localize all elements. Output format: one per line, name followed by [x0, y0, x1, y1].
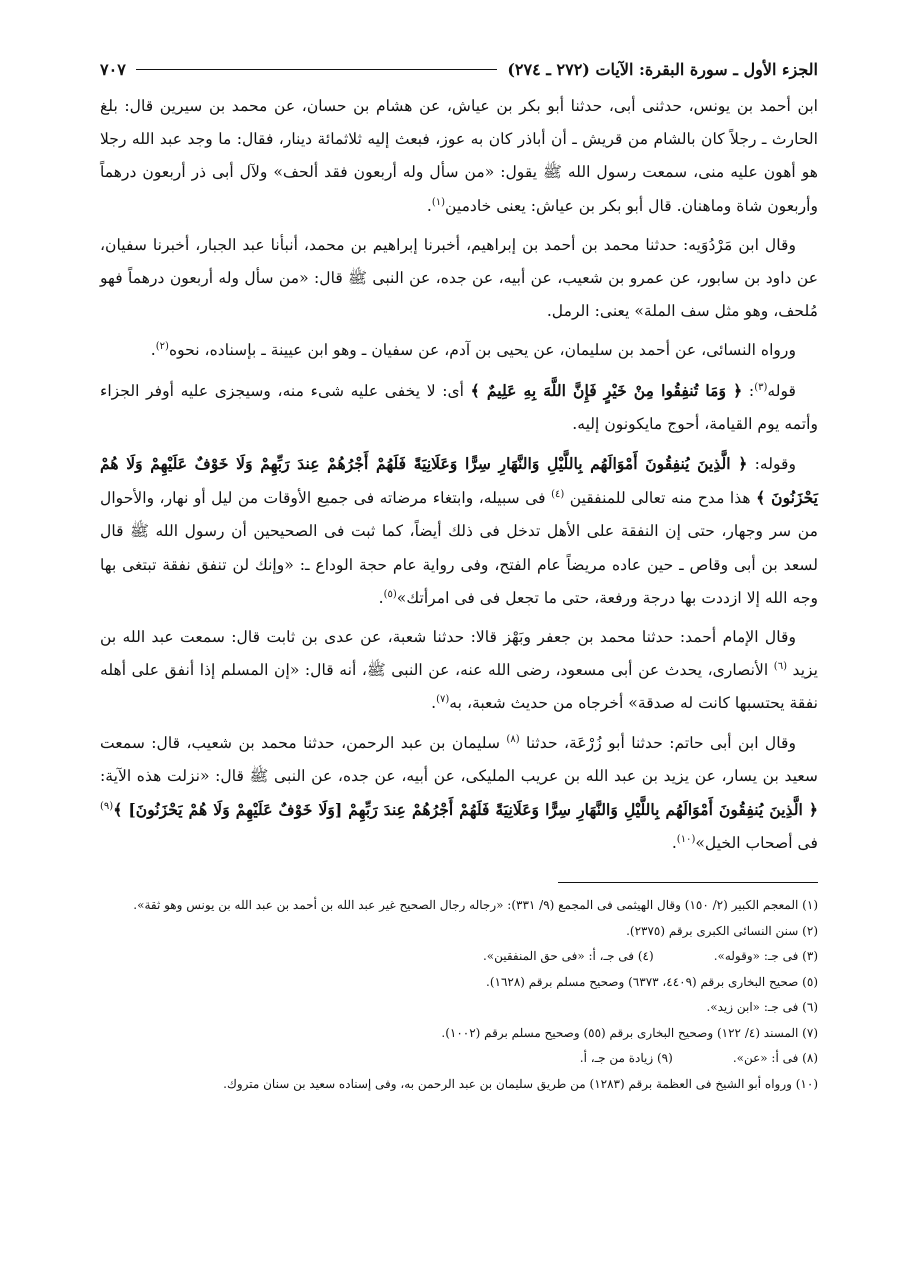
book-page	[100, 56, 818, 1097]
footnote: (٦) فى جـ: «ابن زيد».	[706, 1000, 818, 1015]
footnote: (٥) صحيح البخارى برقم (٤٤٠٩، ٦٣٧٣) وصحيح مسلم برقم (١٦٢٨).	[486, 974, 818, 989]
footnote-ref: (٣)	[754, 381, 768, 393]
footnote	[100, 1046, 818, 1072]
footnote-ref: (٤)	[551, 489, 565, 501]
paragraph-text: .	[378, 588, 384, 607]
paragraph	[100, 334, 818, 367]
paragraph-text: ابن أحمد بن يونس، حدثنى أبى، حدثنا أبو بكر بن عياش، عن هشام بن حسان، عن محمد بن سيرين قال: بلغ الحارث ـ رجلاً كان بالشام من قريش ـ أن أباذر كان به عوز، فبعث إليه ثلاثمائة دينار، فقال: ما وجد عبد الله رجلا هو أهون عليه منى، سمعت رسول الله ﷺ يقول: «من سأل وله أربعون فقد ألحف» ولآل أبى ذر أربعون درهماً وأربعون شاة وماهنان. قال أبو بكر بن عياش: يعنى خادمين	[100, 97, 818, 215]
paragraph-text: أى: لا يخفى عليه شىء منه، وسيجزى عليه أوفر الجزاء وأتمه يوم القيامة، أحوج مايكونون إليه.	[100, 381, 818, 433]
footnote-ref: (٩)	[100, 800, 114, 812]
paragraph	[100, 447, 818, 615]
footnote-separator	[558, 882, 818, 883]
quran-verse: ﴿ وَمَا تُنفِقُوا مِنْ خَيْرٍ فَإِنَّ اللَّهَ بِهِ عَلِيمٌ ﴾	[470, 380, 743, 400]
footnotes	[100, 893, 818, 1097]
quran-verse: ﴿ الَّذِينَ يُنفِقُونَ أَمْوَالَهُم بِاللَّيْلِ وَالنَّهَارِ سِرًّا وَعَلَانِيَةً فَلَهُمْ أَجْرُهُمْ عِندَ رَبِّهِمْ [وَلَا خَوْفٌ عَلَيْهِمْ وَلَا هُمْ يَحْزَنُونَ] ﴾	[113, 800, 818, 820]
paragraph	[100, 229, 818, 329]
paragraph-text: ورواه النسائى، عن أحمد بن سليمان، عن يحيى بن آدم، عن سفيان ـ وهو ابن عيينة ـ بإسناده، نحوه	[168, 341, 796, 360]
paragraph-text: هذا مدح منه تعالى للمنفقين	[564, 489, 757, 508]
footnote-ref: (٦)	[773, 661, 787, 673]
paragraph-text: .	[426, 196, 432, 215]
footnote: (١) المعجم الكبير (٢/ ١٥٠) وقال الهيثمى فى المجمع (٩/ ٣٣١): «رجاله رجال الصحيح غير عبد الله بن أحمد بن عبد الله بن يونس وهو ثقة».	[133, 898, 818, 913]
footnote	[100, 944, 818, 970]
footnote-text: (٩) زيادة من جـ، أ.	[579, 1051, 673, 1066]
paragraph-text: الأنصارى، يحدث عن أبى مسعود، رضى الله عنه، عن النبى ﷺ، أنه قال: «إن المسلم إذا أنفق على أهله نفقة يحتسبها كانت له صدقة» أخرجاه من حديث شعبة، به	[100, 661, 818, 713]
footnote-text: (٣) فى جـ: «وقوله».	[713, 949, 818, 964]
header-title: الجزء الأول ـ سورة البقرة: الآيات (٢٧٢ ـ ٢٧٤)	[507, 59, 818, 79]
paragraph-text: وقال الإمام أحمد: حدثنا محمد بن جعفر وبَهْز قالا: حدثنا شعبة، عن عدى بن ثابت قال: سمعت عبد الله بن يزيد	[100, 628, 818, 680]
paragraph-text: .	[671, 834, 677, 853]
footnote-ref: (٨)	[506, 733, 520, 745]
paragraph-text: فى سبيله، وابتغاء مرضاته فى جميع الأوقات من ليل أو نهار، والأحوال من سر وجهار، حتى إن النفقة على الأهل تدخل فى ذلك أيضاً، كما ثبت فى الصحيحين أن رسول الله ﷺ قال لسعد بن أبى وقاص ـ حين عاده مريضاً عام الفتح، وفى رواية عام حجة الوداع ـ: «وإنك لن تنفق نفقة تبتغى بها وجه الله إلا ازددت بها درجة ورفعة، حتى ما تجعل فى فى امرأتك»	[100, 489, 818, 607]
footnote-ref: (٥)	[383, 588, 397, 600]
paragraph	[100, 621, 818, 721]
paragraph-text: وقال ابن مَرْدُوَيه: حدثنا محمد بن أحمد بن إبراهيم، أخبرنا إبراهيم بن محمد، أنبأنا عبد الجبار، أخبرنا سفيان، عن داود بن سابور، عن عمرو بن شعيب، عن أبيه، عن جده، عن النبى ﷺ قال: «من سأل وله أربعون درهماً فهو مُلحف، وهو مثل سف الملة» يعنى: الرمل.	[100, 235, 818, 321]
paragraph-text: .	[431, 694, 437, 713]
header-rule	[136, 69, 498, 70]
running-header	[100, 56, 818, 82]
page-number: ٧٠٧	[100, 59, 126, 79]
paragraph-text: .	[150, 341, 156, 360]
paragraph-text: قوله	[767, 381, 796, 400]
footnote-ref: (١٠)	[676, 834, 696, 846]
footnote: (١٠) ورواه أبو الشيخ فى العظمة برقم (١٢٨٣) من طريق سليمان بن عبد الرحمن به، وفى إسناده سعيد بن سنان متروك.	[223, 1076, 818, 1091]
paragraph-text: :	[742, 381, 755, 400]
footnote-ref: (٧)	[436, 694, 450, 706]
footnote: (٢) سنن النسائى الكبرى برقم (٢٣٧٥).	[626, 923, 818, 938]
paragraph	[100, 727, 818, 861]
footnote-text: (٨) فى أ: «عن».	[732, 1051, 818, 1066]
footnote-ref: (٢)	[155, 341, 169, 353]
paragraph	[100, 90, 818, 223]
paragraph-text: سليمان بن عبد الرحمن، حدثنا محمد بن شعيب، قال: سمعت سعيد بن يسار، عن يزيد بن عبد الله بن عريب المليكى، عن أبيه، عن جده، عن النبى ﷺ قال: «نزلت هذه الآية:	[100, 733, 818, 785]
footnote-text: (٤) فى جـ، أ: «فى حق المنفقين».	[482, 949, 654, 964]
main-text	[100, 90, 818, 860]
footnote-ref: (١)	[431, 196, 445, 208]
paragraph-text: وقوله:	[747, 455, 796, 474]
footnote: (٧) المسند (٤/ ١٢٢) وصحيح البخارى برقم (٥٥) وصحيح مسلم برقم (١٠٠٢).	[441, 1025, 818, 1040]
quran-verse: ﴿ الَّذِينَ يُنفِقُونَ أَمْوَالَهُم بِاللَّيْلِ وَالنَّهَارِ سِرًّا وَعَلَانِيَةً فَلَهُمْ أَجْرُهُمْ عِندَ رَبِّهِمْ وَلَا خَوْفٌ عَلَيْهِمْ وَلَا هُمْ يَحْزَنُونَ ﴾	[100, 454, 818, 508]
paragraph-text: وقال ابن أبى حاتم: حدثنا أبو زُرْعَة، حدثنا	[519, 733, 797, 752]
paragraph	[100, 374, 818, 441]
paragraph-text: فى أصحاب الخيل»	[695, 834, 818, 853]
